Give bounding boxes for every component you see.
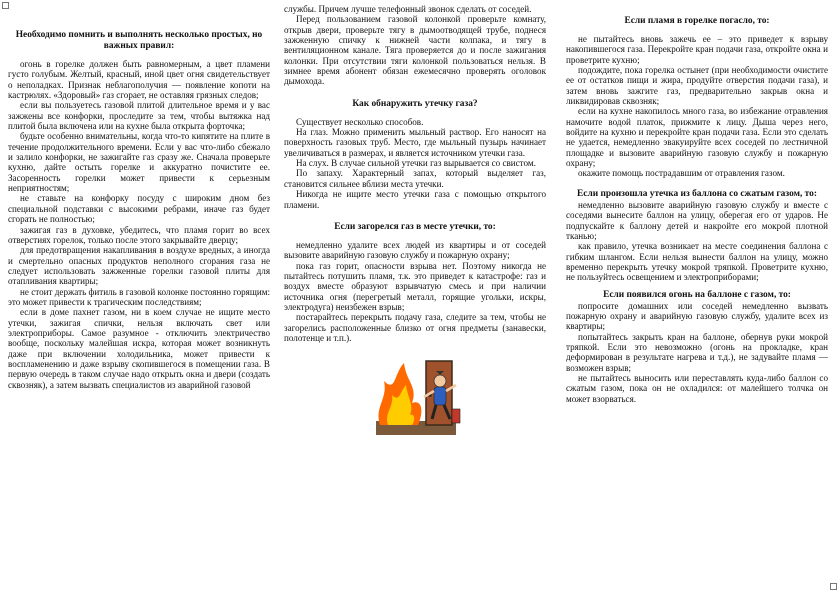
detect-leak-heading: Как обнаружить утечку газа? — [352, 98, 478, 109]
rule-paragraph: для предотвращения накапливания в воздухе вредных, а иногда и смертельно опасных продуктов неполного сгорания газа не следует использовать зажженные горелки газовой плиты для отапливания квартиры; — [8, 245, 270, 287]
fire-paragraph: пока газ горит, опасности взрыва нет. Поэтому никогда не пытайтесь потушить пламя, т.к. это приведет к катастрофе: газ и воздух вместе образуют взрывчатую смесь и при наличии источника огня (перегретый металл, горящие угольки, искры, электродуга) неизбежен взрыв; — [284, 260, 546, 312]
rule-paragraph: зажигая газ в духовке, убедитесь, что пламя горит во всех отверстиях горелок, только после этого закрывайте дверцу; — [8, 224, 270, 245]
cylinder-fire-heading: Если появился огонь на баллоне с газом, то: — [603, 289, 791, 300]
leak-paragraph: немедленно вызовите аварийную газовую службу и вместе с соседями вынесите баллон на улицу, оберегая его от ударов. Не подпускайте к баллону детей и накройте его мокрой плотной тканью; — [566, 199, 828, 241]
column-2 — [284, 4, 546, 442]
fire-illustration — [366, 351, 466, 439]
fire-paragraph: постарайтесь перекрыть подачу газа, следите за тем, чтобы не загорелись расположенные близко от огня предметы (занавески, полотенце и т.п.). — [284, 312, 546, 343]
leak-paragraph: как правило, утечка возникает на месте соединения баллона с гибким шлангом. Если нельзя вынести баллон на улицу, можно временно перекрыть утечку мокрой тряпкой. Проветрите кухню, не пользуйтесь освещением и электроприборами; — [566, 241, 828, 283]
column-1 — [8, 30, 270, 390]
flame-out-heading: Если пламя в горелке погасло, то: — [624, 16, 770, 26]
rule-paragraph: не стоит держать фитиль в газовой колонке постоянно горящим: это может привести к трагическим последствиям; — [8, 286, 270, 307]
rule-paragraph: если вы пользуетесь газовой плитой длительное время и у вас зажжены все конфорки, проследите за тем, чтобы вытяжка над плитой была включена или на кухне была открыта форточка; — [8, 100, 270, 132]
rule-paragraph: не ставьте на конфорку посуду с широким дном без специальной подставки с высокими ребрами, иначе газ будет сгорать не полностью; — [8, 193, 270, 225]
detect-paragraph: На глаз. Можно применить мыльный раствор. Его наносят на поверхность газовых труб. Место, где мыльный пузырь начинает увеличиваться в размерах, и является источником утечки газа. — [284, 127, 546, 158]
extinguisher-shape — [452, 409, 460, 423]
fire-paragraph: немедленно удалите всех людей из квартиры и от соседей вызовите аварийную газовую службу и пожарную охрану; — [284, 239, 546, 261]
cylinder-fire-paragraph: попросите домашних или соседей немедленно вызвать пожарную охрану и аварийную газовую службу, удалите всех из квартиры; — [566, 300, 828, 332]
detect-paragraph: Существует несколько способов. — [296, 116, 424, 127]
rules-heading: Необходимо помнить и выполнять несколько простых, но важных правил: — [15, 30, 263, 51]
detect-paragraph: По запаху. Характерный запах, который выделяет газ, становится сильнее вблизи места утечки. — [284, 168, 546, 189]
detect-paragraph: На слух. В случае сильной утечки газ вырывается со свистом. — [296, 158, 536, 169]
intro-paragraph: Перед пользованием газовой колонкой проверьте комнату, открыв двери, проверьте тягу в дымоотводящей трубе, поднеся зажженную спичку к нижней части колпака, и тягу в вентиляционном канале. Тяга проверяется до и после зажигания колонки. При отсутствии тяги колонкой пользоваться нельзя. В зимнее время абонент обязан ежемесячно проверять оголовок дымохода. — [284, 14, 546, 87]
rule-paragraph: будьте особенно внимательны, когда что-то кипятите на плите в течение продолжительного времени. Если у вас что-либо сбежало и залило конфорки, не зажигайте газ сразу же. Сначала проверьте кухню, дайте остыть горелке и аккуратно почистите ее. Засоренность горелки может привести к серьезным неприятностям; — [8, 131, 270, 194]
intro-paragraph: службы. Причем лучше телефонный звонок сделать от соседей. — [284, 4, 532, 14]
cylinder-fire-paragraph: попытайтесь закрыть кран на баллоне, обернув руки мокрой тряпкой. Если это невозможно (огонь на прокладке, кран деформирован в результате нагрева и т.д.), не задувайте пламя — возможен взрыв; — [566, 331, 828, 373]
flame-out-paragraph: окажите помощь пострадавшим от отравления газом. — [578, 168, 785, 179]
gas-fire-heading: Если загорелся газ в месте утечки, то: — [334, 221, 496, 232]
page-corner-marker — [830, 583, 837, 590]
page-corner-marker — [2, 2, 9, 9]
column-3 — [566, 16, 828, 404]
rule-paragraph: если в доме пахнет газом, ни в коем случае не ищите место утечки, зажигая спички, нельзя включать свет или электроприборы. Самое разумное - отключить электричество вообще, поскольку малейшая искра, которая может возникнуть даже при включении холодильника, может привести к воспламенению и даже взрыву скопившегося в помещении газа. В первую очередь в таком случае надо открыть окна и двери (создать сквозняк), а затем вызвать специалистов из аварийной газовой — [8, 307, 270, 390]
cylinder-fire-paragraph: не пытайтесь выносить или переставлять куда-либо баллон со сжатым газом, пока он не охладился: от малейшего толчка он может взорваться. — [566, 372, 828, 404]
flame-out-paragraph: не пытайтесь вновь зажечь ее – это приведет к взрыву накопившегося газа. Перекройте кран подачи газа, откройте окна и проветрите кухню; — [566, 34, 828, 65]
cylinder-leak-heading: Если произошла утечка из баллона со сжатым газом, то: — [577, 188, 817, 199]
flame-out-paragraph: если на кухне накопилось много газа, во избежание отравления намочите водой платок, прижмите к лицу. Дыша через него, войдите на кухню и перекройте кран подачи газа. Если это сделать не удается, немедленно эвакуируйте всех соседей по лестничной площадке и вызовите аварийную газовую службу и пожарную охрану; — [566, 106, 828, 169]
detect-paragraph: Никогда не ищите место утечки газа с помощью открытого пламени. — [284, 189, 546, 210]
flame-out-paragraph: подождите, пока горелка остынет (при необходимости очистите ее от остатков пищи и жира, продуйте отверстия подачи газа), и затем вновь зажгите газ, предварительно закрыв окна и ликвидировав сквозняк; — [566, 65, 828, 107]
rule-paragraph: огонь в горелке должен быть равномерным, а цвет пламени густо голубым. Желтый, красный, иной цвет огня свидетельствует о неполадках. Признак неблагополучия — появление копоти на кастрюлях. «Здоровый» газ сгорает, не оставляя грязных следов; — [8, 59, 270, 101]
